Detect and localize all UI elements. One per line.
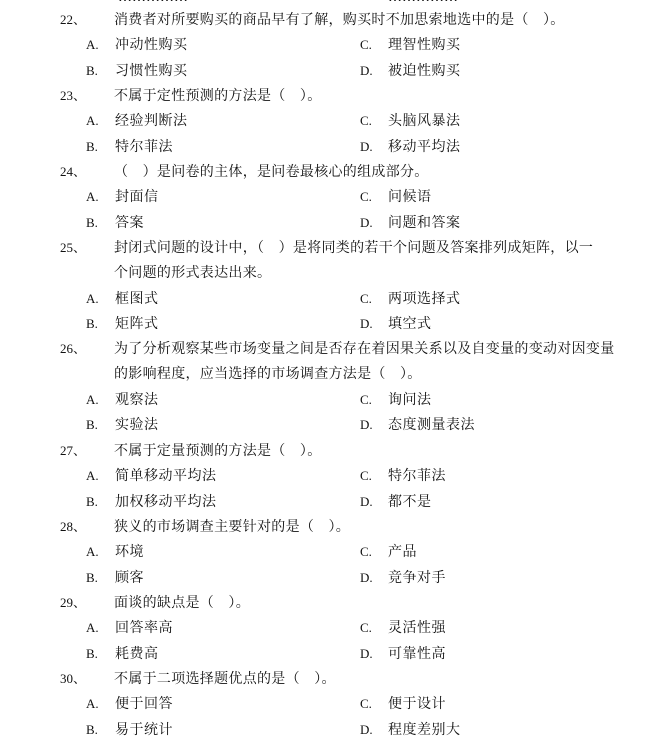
option-letter: C. — [360, 544, 372, 560]
option-letter: D. — [360, 721, 373, 737]
question-text: 消费者对所要购买的商品早有了解，购买时不加思索地选中的是（ ）。 — [114, 12, 565, 28]
option-letter: A. — [86, 620, 99, 636]
question-text: 不属于二项选择题优点的是（ ）。 — [114, 671, 336, 687]
option-letter: D. — [360, 417, 373, 433]
option-letter: A. — [86, 391, 99, 407]
option-letter: D. — [360, 569, 373, 585]
option-d-text: 移动平均法 — [388, 138, 461, 155]
option-letter: A. — [86, 37, 99, 53]
option-c-text: 理智性购买 — [388, 37, 461, 54]
option-letter: B. — [86, 493, 98, 509]
option-d-text: 被迫性购买 — [388, 62, 461, 79]
option-b-text: 实验法 — [115, 417, 159, 434]
question-text: 的影响程度，应当选择的市场调查方法是（ ）。 — [114, 366, 422, 383]
option-d-text: 填空式 — [388, 316, 432, 333]
option-letter: B. — [86, 417, 98, 433]
option-a-text: 便于回答 — [115, 696, 173, 713]
option-letter: A. — [86, 696, 99, 712]
option-a-text: 观察法 — [115, 391, 159, 408]
option-c-text: 便于设计 — [388, 696, 446, 713]
question-text: 不属于定性预测的方法是（ ）。 — [114, 88, 322, 104]
option-d-text: 问题和答案 — [388, 214, 461, 231]
question-text: 不属于定量预测的方法是（ ）。 — [114, 443, 322, 459]
option-letter: A. — [86, 468, 99, 484]
option-d-text: 程度差别大 — [388, 721, 461, 738]
option-letter: B. — [86, 62, 98, 78]
question-number: 26、 — [60, 341, 87, 356]
option-letter: D. — [360, 214, 373, 230]
option-b-text: 加权移动平均法 — [115, 493, 217, 510]
question-number: 22、 — [60, 12, 87, 27]
option-a-text: 经验判断法 — [115, 113, 188, 130]
cut-off-top-line — [0, 0, 661, 5]
option-c-text: 两项选择式 — [388, 290, 461, 307]
question-text: 狭义的市场调查主要针对的是（ ）。 — [114, 519, 351, 535]
cut-off-right-text — [388, 0, 458, 5]
option-letter: D. — [360, 62, 373, 78]
cut-off-left-text — [118, 0, 188, 5]
option-letter: D. — [360, 138, 373, 154]
option-letter: C. — [360, 189, 372, 205]
option-a-text: 封面信 — [115, 189, 159, 206]
option-d-text: 竞争对手 — [388, 569, 446, 586]
question-number: 27、 — [60, 443, 87, 458]
question-text: 封闭式问题的设计中，（ ）是将同类的若干个问题及答案排列成矩阵，以一 — [114, 240, 594, 256]
question-text: （ ）是问卷的主体，是问卷最核心的组成部分。 — [114, 164, 429, 180]
option-letter: C. — [360, 391, 372, 407]
option-b-text: 顾客 — [115, 569, 144, 586]
option-letter: A. — [86, 189, 99, 205]
question-number: 24、 — [60, 164, 87, 179]
option-letter: B. — [86, 316, 98, 332]
question-number: 29、 — [60, 595, 87, 610]
option-letter: A. — [86, 113, 99, 129]
option-letter: B. — [86, 721, 98, 737]
question-number: 23、 — [60, 88, 87, 103]
option-letter: D. — [360, 316, 373, 332]
option-letter: D. — [360, 645, 373, 661]
option-c-text: 产品 — [388, 544, 417, 561]
option-letter: C. — [360, 620, 372, 636]
option-c-text: 头脑风暴法 — [388, 113, 461, 130]
option-letter: B. — [86, 645, 98, 661]
question-text: 为了分析观察某些市场变量之间是否存在着因果关系以及自变量的变动对因变量 — [114, 341, 615, 357]
question-number: 28、 — [60, 519, 87, 534]
option-c-text: 询问法 — [388, 391, 432, 408]
option-a-text: 环境 — [115, 544, 144, 561]
option-letter: C. — [360, 113, 372, 129]
option-b-text: 特尔菲法 — [115, 138, 173, 155]
option-b-text: 易于统计 — [115, 721, 173, 738]
question-text: 个问题的形式表达出来。 — [114, 265, 272, 282]
option-d-text: 可靠性高 — [388, 645, 446, 662]
question-number: 25、 — [60, 240, 87, 255]
option-b-text: 答案 — [115, 214, 144, 231]
option-b-text: 矩阵式 — [115, 316, 159, 333]
option-letter: A. — [86, 290, 99, 306]
option-b-text: 习惯性购买 — [115, 62, 188, 79]
option-a-text: 冲动性购买 — [115, 37, 188, 54]
option-c-text: 特尔菲法 — [388, 468, 446, 485]
option-b-text: 耗费高 — [115, 645, 159, 662]
option-letter: B. — [86, 569, 98, 585]
option-d-text: 都不是 — [388, 493, 432, 510]
option-c-text: 问候语 — [388, 189, 432, 206]
option-letter: C. — [360, 37, 372, 53]
option-letter: A. — [86, 544, 99, 560]
question-number: 30、 — [60, 671, 87, 686]
option-letter: C. — [360, 290, 372, 306]
option-a-text: 简单移动平均法 — [115, 468, 217, 485]
option-a-text: 框图式 — [115, 290, 159, 307]
option-letter: C. — [360, 468, 372, 484]
option-letter: D. — [360, 493, 373, 509]
option-c-text: 灵活性强 — [388, 620, 446, 637]
option-letter: B. — [86, 138, 98, 154]
question-text: 面谈的缺点是（ ）。 — [114, 595, 250, 611]
option-letter: C. — [360, 696, 372, 712]
option-d-text: 态度测量表法 — [388, 417, 475, 434]
option-a-text: 回答率高 — [115, 620, 173, 637]
option-letter: B. — [86, 214, 98, 230]
